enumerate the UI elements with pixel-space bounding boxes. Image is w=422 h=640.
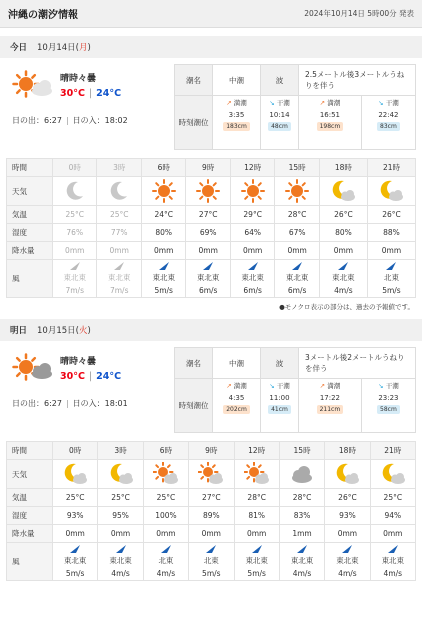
wind-cell [325, 543, 370, 581]
tide-kind: 干潮 [385, 99, 399, 108]
tide-kind: 満潮 [327, 99, 341, 108]
wind-cell [53, 543, 98, 581]
past-forecast-note: ●モノクロ表示の部分は、過去の予報値です。 [279, 303, 414, 311]
humidity-cell: 100% [143, 507, 188, 525]
humidity-cell: 77% [97, 224, 141, 242]
row-label: 気温 [7, 489, 53, 507]
tide-name: 中潮 [213, 65, 261, 96]
cloud-icon [279, 460, 324, 489]
date-text [37, 324, 91, 336]
tide-entry [299, 379, 362, 433]
row-label: 風 [7, 260, 53, 298]
rain-cell: 0mm [275, 242, 319, 260]
wind-direction: 東北東 [63, 556, 87, 565]
weather-condition: 晴時々曇 [60, 357, 97, 367]
rain-cell: 0mm [186, 242, 230, 260]
tide-name-label: 潮名 [175, 65, 213, 96]
day-label: 今日 [10, 43, 28, 53]
tide-arrow-icon: ↗ [319, 99, 326, 108]
tide-time-label: 時刻潮位 [175, 379, 213, 433]
day-bar [0, 319, 422, 341]
row-label: 降水量 [7, 242, 53, 260]
temp-cell: 25°C [370, 489, 415, 507]
rain-cell: 0mm [143, 525, 188, 543]
tide-height: 211cm [317, 405, 344, 414]
wind-speed: 7m/s [109, 286, 129, 295]
wind-arrow-icon [320, 262, 367, 270]
wind-direction: 東北東 [245, 556, 268, 565]
date-suffix: ) [87, 43, 91, 53]
humidity-cell: 93% [325, 507, 370, 525]
rain-cell: 0mm [370, 525, 415, 543]
hour-header: 21時 [370, 442, 415, 460]
sunset: 日の入：18:02 [72, 116, 128, 125]
rain-cell: 0mm [141, 242, 185, 260]
tide-table [174, 347, 416, 433]
wind-speed: 4m/s [334, 286, 353, 295]
wind-direction: 東北東 [290, 556, 314, 565]
humidity-cell: 89% [189, 507, 234, 525]
wind-cell [141, 260, 185, 298]
wind-cell [234, 543, 279, 581]
tide-height: 41cm [268, 405, 291, 414]
temp-cell: 26°C [325, 489, 370, 507]
moon-cloud-icon [325, 460, 370, 489]
weekday: 月 [78, 43, 88, 53]
wind-arrow-icon [53, 262, 96, 270]
tide-kind: 満潮 [233, 382, 247, 391]
temp-cell: 26°C [319, 206, 367, 224]
hour-header: 0時 [53, 442, 98, 460]
tide-time: 16:51 [319, 111, 341, 120]
humidity-cell: 67% [275, 224, 319, 242]
date-suffix: ) [87, 326, 91, 336]
tide-height: 183cm [223, 122, 250, 131]
wind-cell [53, 260, 97, 298]
humidity-cell: 81% [234, 507, 279, 525]
sunrise: 日の出：6:27 [12, 116, 62, 125]
sun-icon [275, 177, 319, 206]
day-summary: 晴時々曇 30°C | 24°C 日の出：6:27 | 日の入：18:01 潮名 中潮 波 3メートル後2メートルうねりを伴う 時刻潮位 ↗ 満潮 4:35 202cm ↘ 干潮 11:00 41cm ↗ 満潮 17:22 211cm ↘ 干潮 23:23 58cm [0, 341, 422, 433]
page-title: 沖縄の潮汐情報 [8, 10, 78, 21]
wind-arrow-icon [325, 545, 369, 553]
wind-direction: 北東 [158, 556, 174, 565]
hour-header: 18時 [325, 442, 370, 460]
day-bar [0, 36, 422, 58]
humidity-cell: 69% [186, 224, 230, 242]
row-label: 湿度 [7, 507, 53, 525]
tide-kind: 干潮 [276, 99, 290, 108]
wind-arrow-icon [231, 262, 274, 270]
rain-cell: 0mm [234, 525, 279, 543]
wind-speed: 4m/s [156, 569, 176, 578]
temp-cell: 28°C [234, 489, 279, 507]
day-section [0, 36, 422, 311]
temp-cell: 27°C [186, 206, 230, 224]
wind-direction: 東北東 [336, 556, 359, 565]
sun-cloud-icon [12, 352, 54, 384]
wind-cell [97, 260, 141, 298]
hour-header: 6時 [141, 159, 185, 177]
wind-speed: 4m/s [338, 569, 357, 578]
temp-cell: 24°C [141, 206, 185, 224]
temp-cell: 25°C [143, 489, 188, 507]
wind-cell [186, 260, 230, 298]
temp-cell: 28°C [275, 206, 319, 224]
humidity-cell: 80% [319, 224, 367, 242]
temp-cell: 25°C [53, 206, 97, 224]
wind-speed: 7m/s [65, 286, 84, 295]
wind-direction: 東北東 [152, 273, 175, 282]
moon-icon [97, 177, 141, 206]
humidity-cell: 80% [141, 224, 185, 242]
temp-cell: 28°C [279, 489, 324, 507]
high-temp: 30°C [60, 371, 85, 382]
sun-icon [186, 177, 230, 206]
page-header [0, 0, 422, 28]
wind-cell [143, 543, 188, 581]
humidity-cell: 76% [53, 224, 97, 242]
humidity-cell: 95% [98, 507, 143, 525]
tide-time: 10:14 [269, 111, 290, 120]
hour-header: 3時 [97, 159, 141, 177]
moon-icon [53, 177, 97, 206]
rain-cell: 0mm [325, 525, 370, 543]
wind-cell [275, 260, 319, 298]
hour-header: 12時 [234, 442, 279, 460]
hour-header: 12時 [230, 159, 274, 177]
wind-arrow-icon [371, 545, 415, 553]
wind-direction: 東北東 [63, 273, 86, 282]
sun-cloud-icon [234, 460, 279, 489]
tide-arrow-icon: ↗ [319, 382, 326, 391]
wind-direction: 東北東 [381, 556, 405, 565]
wind-speed: 6m/s [198, 286, 218, 295]
hour-header: 21時 [367, 159, 415, 177]
wind-direction: 東北東 [107, 273, 131, 282]
wind-speed: 6m/s [287, 286, 307, 295]
wind-speed: 5m/s [202, 569, 221, 578]
moon-cloud-icon [319, 177, 367, 206]
wind-cell [189, 543, 234, 581]
wind-speed: 4m/s [292, 569, 312, 578]
sun-cloud-icon [189, 460, 234, 489]
tide-time: 3:35 [228, 111, 245, 120]
hourly-table [6, 158, 416, 298]
tide-table [174, 64, 416, 150]
wave-info: 3メートル後2メートルうねりを伴う [299, 348, 416, 379]
weather-condition: 晴時々曇 [60, 74, 97, 84]
wind-arrow-icon [142, 262, 185, 270]
temp-cell: 25°C [98, 489, 143, 507]
wind-direction: 東北東 [109, 556, 132, 565]
tide-arrow-icon: ↘ [269, 99, 275, 108]
wave-label: 波 [261, 348, 299, 379]
day-section [0, 319, 422, 581]
sunrise: 日の出：6:27 [12, 399, 62, 408]
tide-arrow-icon: ↗ [226, 99, 232, 108]
row-label: 天気 [7, 460, 53, 489]
wind-direction: 東北東 [241, 273, 264, 282]
rain-cell: 0mm [319, 242, 367, 260]
tide-height: 48cm [268, 122, 291, 131]
sun-times: 日の出：6:27 | 日の入：18:02 [12, 116, 128, 125]
wave-info: 2.5メートル後3メートルうねりを伴う [299, 65, 416, 96]
wind-direction: 北東 [203, 556, 219, 565]
wind-speed: 6m/s [243, 286, 262, 295]
row-label: 時間 [7, 159, 53, 177]
low-temp: 24°C [96, 371, 122, 382]
tide-entry [261, 96, 299, 150]
temp-cell: 25°C [53, 489, 98, 507]
tide-time: 17:22 [319, 394, 341, 403]
wind-cell [279, 543, 324, 581]
sun-times: 日の出：6:27 | 日の入：18:01 [12, 399, 128, 408]
row-label: 降水量 [7, 525, 53, 543]
tide-kind: 満潮 [233, 99, 247, 108]
wind-speed: 5m/s [154, 286, 173, 295]
row-label: 時間 [7, 442, 53, 460]
weekday: 火 [78, 326, 88, 336]
humidity-cell: 83% [279, 507, 324, 525]
wind-direction: 東北東 [196, 273, 220, 282]
wind-cell [319, 260, 367, 298]
tide-arrow-icon: ↘ [378, 382, 384, 391]
tide-arrow-icon: ↘ [378, 99, 384, 108]
row-label: 風 [7, 543, 53, 581]
rain-cell: 0mm [97, 242, 141, 260]
wave-label: 波 [261, 65, 299, 96]
wind-arrow-icon [275, 262, 318, 270]
tide-time: 4:35 [228, 394, 245, 403]
sun-icon [230, 177, 274, 206]
temp-cell: 25°C [97, 206, 141, 224]
date-prefix: 10月15日( [37, 326, 79, 336]
high-temp: 30°C [60, 88, 85, 99]
wind-speed: 5m/s [65, 569, 85, 578]
tide-arrow-icon: ↘ [269, 382, 275, 391]
wind-cell [370, 543, 415, 581]
wind-speed: 5m/s [247, 569, 266, 578]
issued-timestamp: 2024年10月14日 5時00分 発表 [304, 9, 414, 18]
sun-cloud-icon [143, 460, 188, 489]
tide-time-label: 時刻潮位 [175, 96, 213, 150]
hour-header: 0時 [53, 159, 97, 177]
moon-cloud-icon [367, 177, 415, 206]
wind-arrow-icon [98, 545, 142, 553]
wind-arrow-icon [97, 262, 140, 270]
hour-header: 18時 [319, 159, 367, 177]
tide-entry [361, 96, 415, 150]
wind-cell [98, 543, 143, 581]
low-temp: 24°C [96, 88, 122, 99]
tide-entry [213, 96, 261, 150]
wind-speed: 4m/s [111, 569, 130, 578]
tide-time: 22:42 [378, 111, 399, 120]
hour-header: 3時 [98, 442, 143, 460]
tide-time: 23:23 [378, 394, 399, 403]
rain-cell: 0mm [98, 525, 143, 543]
day-label: 明日 [10, 326, 28, 336]
tide-height: 83cm [377, 122, 400, 131]
moon-cloud-icon [370, 460, 415, 489]
hour-header: 15時 [275, 159, 319, 177]
tide-entry [213, 379, 261, 433]
humidity-cell: 64% [230, 224, 274, 242]
rain-cell: 0mm [230, 242, 274, 260]
row-label: 気温 [7, 206, 53, 224]
wind-arrow-icon [53, 545, 97, 553]
moon-cloud-icon [98, 460, 143, 489]
tide-arrow-icon: ↗ [226, 382, 232, 391]
tide-name-label: 潮名 [175, 348, 213, 379]
day-summary: 晴時々曇 30°C | 24°C 日の出：6:27 | 日の入：18:02 潮名 中潮 波 2.5メートル後3メートルうねりを伴う 時刻潮位 ↗ 満潮 3:35 183cm ↘ 干潮 10:14 48cm ↗ 満潮 16:51 198cm ↘ 干潮 22:42 83cm [0, 58, 422, 150]
row-label: 天気 [7, 177, 53, 206]
row-label: 湿度 [7, 224, 53, 242]
rain-cell: 0mm [189, 525, 234, 543]
hour-header: 9時 [189, 442, 234, 460]
wind-cell [230, 260, 274, 298]
wind-speed: 5m/s [382, 286, 401, 295]
tide-height: 198cm [317, 122, 344, 131]
tide-kind: 干潮 [385, 382, 399, 391]
moon-cloud-icon [53, 460, 98, 489]
tide-height: 202cm [223, 405, 250, 414]
temp-cell: 26°C [367, 206, 415, 224]
rain-cell: 0mm [53, 242, 97, 260]
tide-kind: 満潮 [327, 382, 341, 391]
humidity-cell: 88% [367, 224, 415, 242]
hourly-table [6, 441, 416, 581]
wind-arrow-icon [280, 545, 324, 553]
tide-kind: 干潮 [276, 382, 290, 391]
tide-name: 中潮 [213, 348, 261, 379]
tide-height: 58cm [377, 405, 400, 414]
humidity-cell: 93% [53, 507, 98, 525]
wind-speed: 4m/s [383, 569, 403, 578]
wind-arrow-icon [368, 262, 415, 270]
wind-arrow-icon [189, 545, 233, 553]
wind-arrow-icon [186, 262, 229, 270]
wind-cell [367, 260, 415, 298]
tide-entry [299, 96, 362, 150]
humidity-cell: 94% [370, 507, 415, 525]
wind-arrow-icon [235, 545, 279, 553]
hour-header: 6時 [143, 442, 188, 460]
sun-icon [141, 177, 185, 206]
hour-header: 9時 [186, 159, 230, 177]
sunset: 日の入：18:01 [72, 399, 128, 408]
rain-cell: 0mm [53, 525, 98, 543]
rain-cell: 1mm [279, 525, 324, 543]
tide-entry [361, 379, 415, 433]
sun-cloud-icon [12, 69, 54, 101]
wind-direction: 東北東 [332, 273, 355, 282]
temp-cell: 27°C [189, 489, 234, 507]
tide-time: 11:00 [269, 394, 290, 403]
date-prefix: 10月14日( [37, 43, 79, 53]
wind-arrow-icon [144, 545, 188, 553]
hour-header: 15時 [279, 442, 324, 460]
rain-cell: 0mm [367, 242, 415, 260]
temp-cell: 29°C [230, 206, 274, 224]
wind-direction: 東北東 [285, 273, 309, 282]
tide-entry [261, 379, 299, 433]
wind-direction: 北東 [383, 273, 399, 282]
date-text [37, 41, 91, 53]
